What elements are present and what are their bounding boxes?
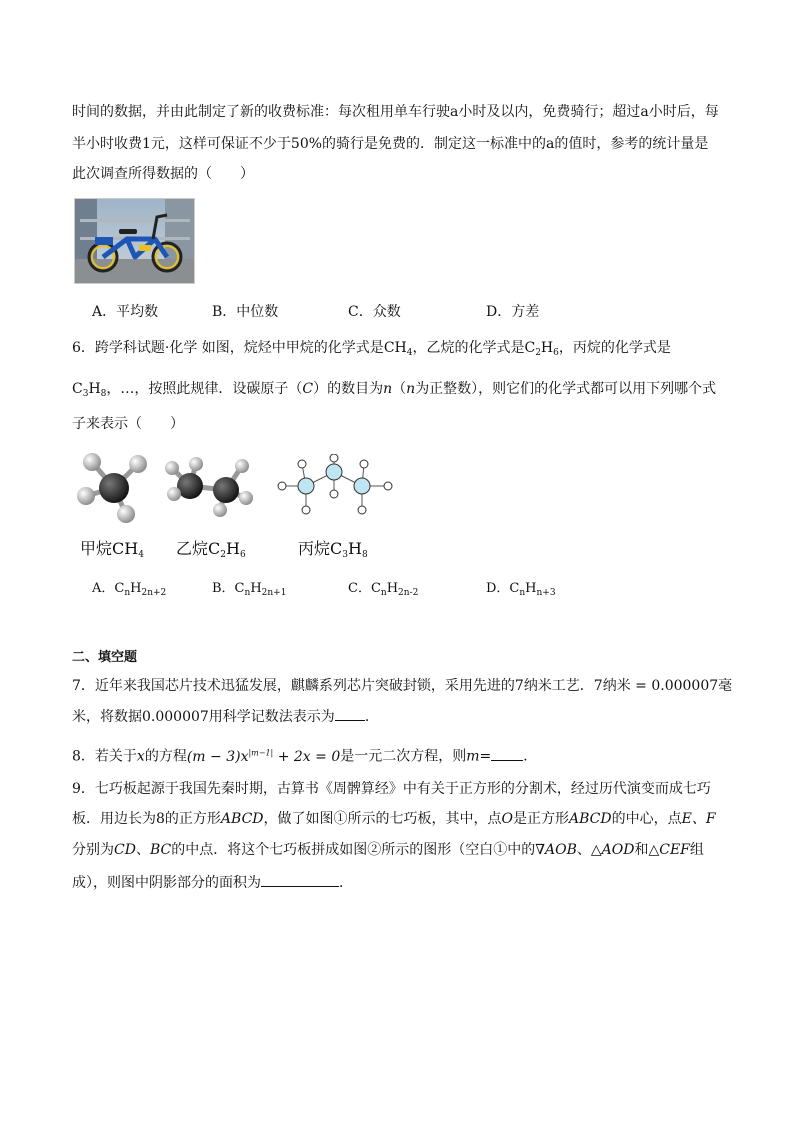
q7-answer-blank[interactable]: [335, 706, 365, 721]
q5-line-1: 时间的数据，并由此制定了新的收费标准：每次租用单车行驶a小时及以内，免费骑行；超过a小时后，每: [72, 104, 719, 120]
q6-text-1b: ，乙烷的化学式是: [412, 340, 525, 356]
q8-text-d: =: [479, 748, 492, 765]
bicycle-photo: [74, 198, 195, 284]
q5-line-3: 此次调查所得数据的（ ）: [72, 166, 254, 182]
propane-label: 丙烷$C_3H_8$: [298, 539, 368, 560]
q6-option-c: C．$C_nH_{2n-2}$: [348, 581, 419, 598]
q5-option-a: A．平均数: [92, 304, 159, 320]
q9-line-3: 分别为CD、BC的中点．将这个七巧板拼成如图②所示的图形（空白①中的∇AOB、△AOD和△CEF组: [72, 842, 704, 858]
q8-answer-blank[interactable]: [491, 746, 523, 761]
ethane-label: 乙烷$C_2H_6$: [176, 539, 246, 560]
q6-option-a: A．$C_nH_{2n+2}$: [92, 581, 167, 598]
q8-text-b: 的方程: [144, 748, 187, 765]
q6-text-2b: ）的数目为: [313, 381, 384, 397]
q6-formula-c3h8: $C_3H_8$: [72, 381, 107, 399]
q6-line-2: [72, 379, 716, 404]
q6-option-b: B．$C_nH_{2n+1}$: [212, 581, 287, 598]
q7-line-1: 7．近年来我国芯片技术迅猛发展，麒麟系列芯片突破封锁，采用先进的7纳米工艺．7纳米 = 0.000007毫: [72, 678, 733, 694]
q5-option-b: B．中位数: [212, 304, 279, 320]
q9-text: 成），则图中阴影部分的面积为: [72, 875, 261, 891]
q6-text-2c: （: [392, 381, 407, 397]
methane-label: 甲烷$CH_4$: [80, 539, 144, 560]
q6-formula-c2h6: $C_2H_6$: [524, 340, 559, 358]
q8-var-x: x: [136, 748, 145, 765]
q7-text: 米，将数据0.000007用科学记数法表示为: [72, 709, 335, 725]
q7-line-2: [72, 706, 379, 727]
methane-molecule: [74, 448, 158, 528]
q8-end: ．: [523, 748, 538, 765]
q6-var-c: C: [302, 381, 314, 397]
section-heading-fill-in: 二、填空题: [72, 650, 138, 665]
q5-option-d: D．方差: [486, 304, 540, 320]
ethane-molecule: [160, 454, 256, 520]
q9-end: ．: [339, 875, 353, 891]
q9-answer-blank[interactable]: [261, 872, 339, 887]
propane-molecule: [272, 454, 398, 520]
q8-text-c: 是一元二次方程，则: [340, 748, 467, 765]
q6-text-1c: ，丙烷的化学式是: [558, 340, 671, 356]
q6-line-3: 子来表示（ ）: [72, 416, 184, 432]
q6-option-d: D．$C_nH_{n+3}$: [486, 581, 556, 598]
q5-line-2: 半小时收费1元，这样可保证不少于50%的骑行是免费的．制定这一标准中的a的值时，参考的统计量是: [72, 136, 709, 152]
q8-line: [72, 743, 537, 767]
q6-text-2d: 为正整数），则它们的化学式都可以用下列哪个式: [415, 381, 717, 397]
bicycle-illustration: [75, 199, 194, 283]
q6-text-2a: ，…，按照此规律．设碳原子（: [106, 381, 303, 397]
q8-var-m: m: [466, 748, 480, 765]
q9-line-2: 板．用边长为8的正方形ABCD，做了如图①所示的七巧板，其中，点O是正方形ABCD的中心，点E、F: [72, 811, 716, 827]
q9-line-1: 9．七巧板起源于我国先秦时期，古算书《周髀算经》中有关于正方形的分割术，经过历代演变而成七巧: [72, 781, 711, 797]
q8-equation: $(m - 3)x^{|m-1|} + 2x = 0$: [186, 748, 341, 765]
q5-option-c: C．众数: [348, 304, 401, 320]
q6-var-n: n: [383, 381, 393, 397]
q9-line-4: [72, 872, 353, 893]
q6-text-1a: 6．跨学科试题·化学 如图，烷烃中甲烷的化学式是: [72, 340, 384, 356]
q7-end: ．: [364, 709, 379, 725]
q6-line-1: [72, 338, 671, 363]
q8-text-a: 8．若关于: [72, 748, 137, 765]
q6-formula-ch4: $CH_4$: [383, 340, 413, 358]
q6-var-n-2: n: [406, 381, 416, 397]
